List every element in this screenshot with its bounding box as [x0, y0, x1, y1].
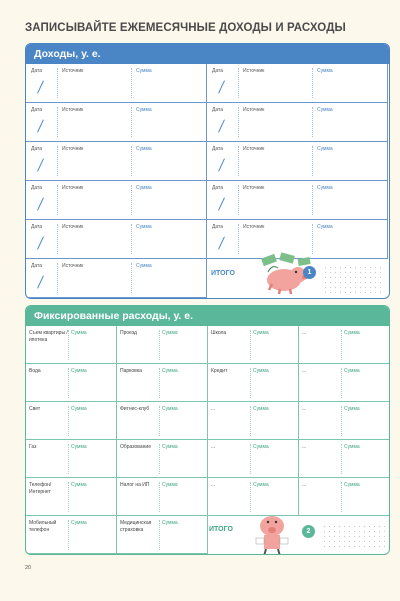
sum-label: Сумма	[253, 368, 269, 374]
divider	[68, 482, 69, 512]
divider	[68, 406, 69, 436]
expense-entry-cell[interactable]	[208, 402, 299, 440]
divider	[131, 185, 132, 215]
source-label: Источник	[243, 224, 265, 230]
expense-entry-cell[interactable]	[117, 402, 208, 440]
expense-entry-cell[interactable]	[26, 478, 117, 516]
expense-item-label: Образование	[120, 444, 151, 450]
expense-item-label: Съем квартиры / ипотека	[29, 330, 68, 343]
sum-label: Сумма	[162, 520, 178, 526]
date-slash	[37, 236, 44, 249]
sum-label: Сумма	[136, 146, 152, 152]
sum-label: Сумма	[71, 520, 87, 526]
expense-panel	[25, 305, 390, 555]
expense-item-label: ...	[211, 406, 216, 412]
sum-label: Сумма	[317, 107, 333, 113]
sum-label: Сумма	[162, 368, 178, 374]
divider	[238, 107, 239, 137]
expense-entry-cell[interactable]	[299, 326, 390, 364]
income-entry-cell[interactable]	[207, 103, 388, 142]
sum-label: Сумма	[344, 444, 360, 450]
divider	[159, 368, 160, 398]
expense-item-label: Мобильный телефон	[29, 520, 57, 533]
divider	[68, 368, 69, 398]
sum-label: Сумма	[71, 406, 87, 412]
sum-label: Сумма	[136, 263, 152, 269]
expense-entry-cell[interactable]	[299, 364, 390, 402]
sum-label: Сумма	[253, 482, 269, 488]
piggy-empty-pockets-icon	[244, 508, 300, 555]
expense-entry-cell[interactable]	[299, 440, 390, 478]
sum-label: Сумма	[71, 482, 87, 488]
sum-label: Сумма	[136, 224, 152, 230]
source-label: Источник	[62, 224, 84, 230]
source-label: Источник	[243, 185, 265, 191]
expense-entry-cell[interactable]	[208, 364, 299, 402]
date-slash	[37, 119, 44, 132]
expense-entry-cell[interactable]	[208, 326, 299, 364]
divider	[238, 68, 239, 98]
expense-grid	[26, 326, 389, 554]
date-label: Дата	[212, 107, 224, 113]
divider	[159, 520, 160, 550]
date-label: Дата	[31, 146, 43, 152]
sum-label: Сумма	[344, 406, 360, 412]
income-entry-cell[interactable]	[207, 64, 388, 103]
income-entry-cell[interactable]	[207, 142, 388, 181]
divider	[341, 482, 342, 512]
expense-item-label: Кредит	[211, 368, 228, 374]
divider	[341, 368, 342, 398]
date-slash	[218, 197, 225, 210]
sum-label: Сумма	[344, 330, 360, 336]
divider	[57, 107, 58, 137]
expense-item-label: Свет	[29, 406, 41, 412]
expense-item-label: Вода	[29, 368, 41, 374]
sum-label: Сумма	[162, 444, 178, 450]
date-label: Дата	[31, 107, 43, 113]
expense-header: Фиксированные расходы, у. е.	[26, 306, 389, 326]
income-entry-cell[interactable]	[26, 181, 207, 220]
source-label: Источник	[243, 146, 265, 152]
divider	[238, 224, 239, 254]
sum-label: Сумма	[162, 330, 178, 336]
page-number: 20	[25, 565, 32, 571]
income-entry-cell[interactable]	[26, 142, 207, 181]
sum-label: Сумма	[317, 146, 333, 152]
divider	[57, 146, 58, 176]
divider	[57, 68, 58, 98]
divider	[312, 146, 313, 176]
source-label: Источник	[62, 185, 84, 191]
sum-label: Сумма	[317, 68, 333, 74]
sum-label: Сумма	[71, 444, 87, 450]
expense-entry-cell[interactable]	[208, 440, 299, 478]
expense-item-label: Парковка	[120, 368, 142, 374]
divider	[131, 224, 132, 254]
sum-label: Сумма	[136, 185, 152, 191]
divider	[341, 444, 342, 474]
date-label: Дата	[31, 68, 43, 74]
income-entry-cell[interactable]	[207, 181, 388, 220]
source-label: Источник	[243, 107, 265, 113]
divider	[131, 146, 132, 176]
income-section-number: 1	[303, 266, 316, 279]
sum-label: Сумма	[253, 406, 269, 412]
source-label: Источник	[62, 68, 84, 74]
divider	[250, 406, 251, 436]
divider	[57, 185, 58, 215]
sum-label: Сумма	[136, 107, 152, 113]
divider	[312, 185, 313, 215]
date-slash	[218, 158, 225, 171]
income-grid	[26, 64, 389, 298]
divider	[341, 406, 342, 436]
date-slash	[37, 80, 44, 93]
sum-label: Сумма	[344, 368, 360, 374]
divider	[131, 68, 132, 98]
divider	[68, 444, 69, 474]
expense-entry-cell[interactable]	[117, 364, 208, 402]
income-entry-cell[interactable]	[26, 220, 207, 259]
expense-entry-cell[interactable]	[117, 478, 208, 516]
income-entry-cell[interactable]	[26, 259, 207, 298]
expense-total-label: ИТОГО	[209, 526, 233, 533]
date-label: Дата	[212, 224, 224, 230]
expense-entry-cell[interactable]	[26, 402, 117, 440]
date-slash	[218, 119, 225, 132]
expense-entry-cell[interactable]	[26, 364, 117, 402]
sum-label: Сумма	[344, 482, 360, 488]
expense-section-number: 2	[302, 525, 315, 538]
income-header: Доходы, у. е.	[26, 44, 389, 64]
expense-item-label: ...	[302, 368, 307, 374]
divider	[68, 330, 69, 360]
source-label: Источник	[62, 107, 84, 113]
notes-dot-grid	[323, 265, 385, 293]
divider	[250, 444, 251, 474]
expense-item-label: ...	[302, 482, 307, 488]
expense-item-label: Медицинская страховка	[120, 520, 152, 533]
income-panel	[25, 43, 390, 299]
expense-item-label: ...	[211, 444, 216, 450]
sum-label: Сумма	[253, 330, 269, 336]
divider	[159, 330, 160, 360]
divider	[159, 482, 160, 512]
divider	[57, 263, 58, 293]
date-label: Дата	[31, 263, 43, 269]
expense-item-label: ...	[302, 444, 307, 450]
source-label: Источник	[62, 263, 84, 269]
expense-entry-cell[interactable]	[299, 402, 390, 440]
expense-entry-cell[interactable]	[117, 440, 208, 478]
expense-item-label: Школа	[211, 330, 227, 336]
expense-item-label: Фитнес-клуб	[120, 406, 150, 412]
sum-label: Сумма	[253, 444, 269, 450]
expense-entry-cell[interactable]	[117, 516, 208, 554]
sum-label: Сумма	[317, 224, 333, 230]
divider	[312, 224, 313, 254]
date-label: Дата	[212, 146, 224, 152]
date-label: Дата	[31, 224, 43, 230]
expense-item-label: ...	[302, 406, 307, 412]
expense-item-label: ...	[211, 482, 216, 488]
income-entry-cell[interactable]	[26, 103, 207, 142]
date-slash	[37, 158, 44, 171]
divider	[250, 330, 251, 360]
source-label: Источник	[243, 68, 265, 74]
divider	[57, 224, 58, 254]
divider	[312, 68, 313, 98]
divider	[341, 330, 342, 360]
divider	[238, 185, 239, 215]
date-label: Дата	[212, 185, 224, 191]
sum-label: Сумма	[317, 185, 333, 191]
sum-label: Сумма	[71, 368, 87, 374]
expense-entry-cell[interactable]	[26, 326, 117, 364]
sum-label: Сумма	[136, 68, 152, 74]
expense-item-label: Телефон/ Интернет	[29, 482, 52, 495]
expense-entry-cell[interactable]	[117, 326, 208, 364]
divider	[131, 107, 132, 137]
sum-label: Сумма	[71, 330, 87, 336]
notes-dot-grid	[322, 524, 385, 550]
income-entry-cell[interactable]	[26, 64, 207, 103]
divider	[312, 107, 313, 137]
date-label: Дата	[31, 185, 43, 191]
income-total-label: ИТОГО	[211, 270, 235, 277]
source-label: Источник	[62, 146, 84, 152]
page-title: ЗАПИСЫВАЙТЕ ЕЖЕМЕСЯЧНЫЕ ДОХОДЫ И РАСХОДЫ	[25, 22, 346, 34]
sum-label: Сумма	[162, 406, 178, 412]
expense-item-label: Проезд	[120, 330, 137, 336]
expense-entry-cell[interactable]	[26, 516, 117, 554]
date-slash	[218, 236, 225, 249]
expense-entry-cell[interactable]	[299, 478, 390, 516]
divider	[131, 263, 132, 293]
date-slash	[37, 275, 44, 288]
date-label: Дата	[212, 68, 224, 74]
sum-label: Сумма	[162, 482, 178, 488]
divider	[250, 368, 251, 398]
expense-item-label: Газ	[29, 444, 37, 450]
date-slash	[218, 80, 225, 93]
expense-entry-cell[interactable]	[26, 440, 117, 478]
divider	[159, 406, 160, 436]
divider	[238, 146, 239, 176]
date-slash	[37, 197, 44, 210]
expense-item-label: Налог на ИП	[120, 482, 150, 488]
divider	[159, 444, 160, 474]
divider	[68, 520, 69, 550]
expense-item-label: ...	[302, 330, 307, 336]
